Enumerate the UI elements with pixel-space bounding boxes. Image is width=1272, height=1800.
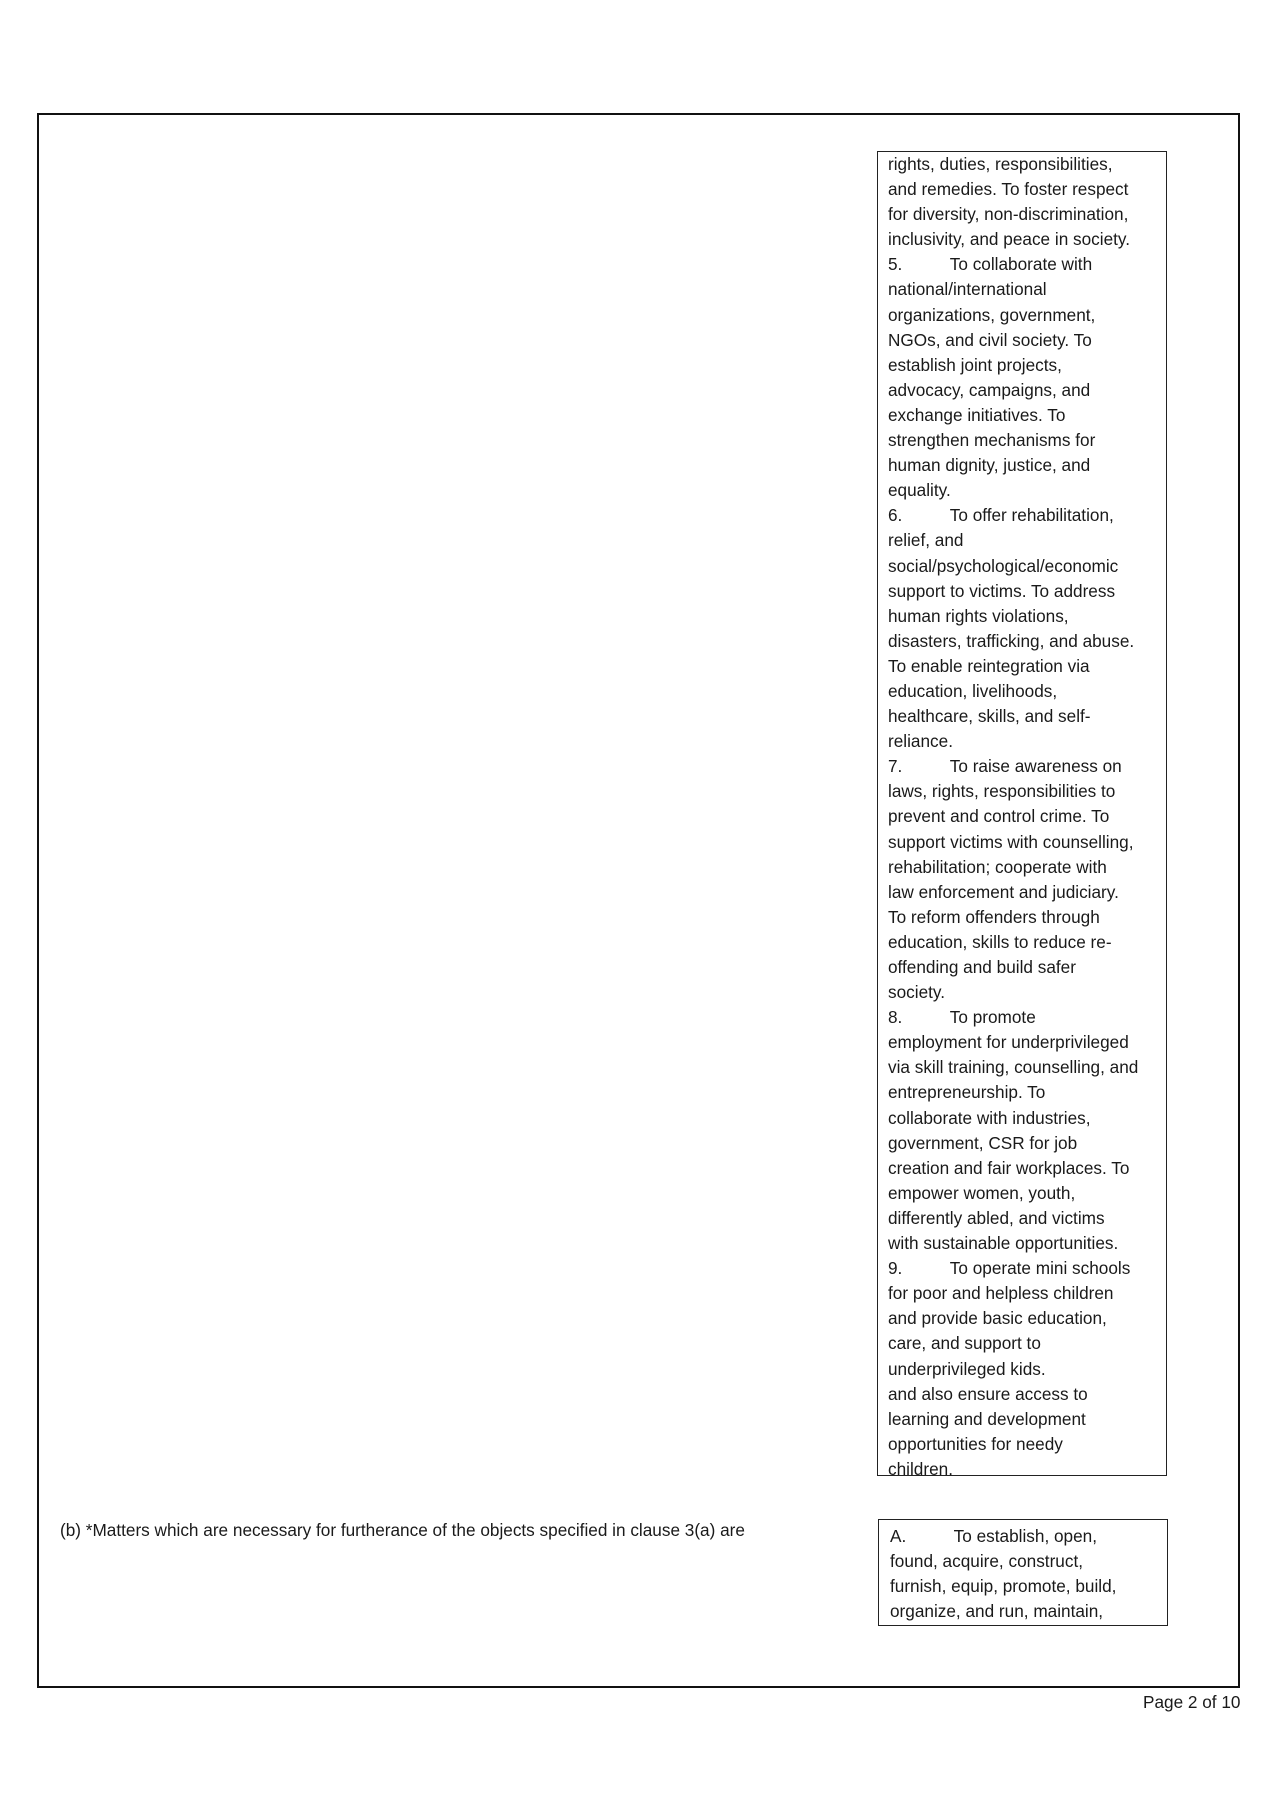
objects-text-line: and provide basic education, xyxy=(888,1308,1107,1329)
objects-text-line: opportunities for needy xyxy=(888,1433,1063,1454)
objects-text-line: exchange initiatives. To xyxy=(888,404,1066,425)
objects-text-line: 9. To operate mini schools xyxy=(888,1258,1131,1279)
objects-text-line: and remedies. To foster respect xyxy=(888,179,1129,200)
objects-text-line: employment for underprivileged xyxy=(888,1032,1129,1053)
objects-text-line: reliance. xyxy=(888,731,953,752)
matters-text-line: found, acquire, construct, xyxy=(890,1551,1083,1572)
objects-text-box xyxy=(877,151,1167,1479)
objects-text-line: relief, and xyxy=(888,530,964,551)
objects-text-line: 8. To promote xyxy=(888,1007,1036,1028)
objects-text-line: prevent and control crime. To xyxy=(888,806,1110,827)
objects-text-line: rights, duties, responsibilities, xyxy=(888,154,1113,174)
objects-text-line: support to victims. To address xyxy=(888,580,1116,601)
clause-b-label: (b) *Matters which are necessary for furtherance of the objects specified in clause 3(a) are xyxy=(60,1520,745,1540)
objects-text-line: creation and fair workplaces. To xyxy=(888,1157,1130,1178)
matters-text-line: A. To establish, open, xyxy=(890,1526,1098,1546)
objects-text-line: advocacy, campaigns, and xyxy=(888,379,1091,400)
objects-text-line: laws, rights, responsibilities to xyxy=(888,781,1116,802)
matters-text xyxy=(890,1524,1116,1624)
objects-text-line: and also ensure access to xyxy=(888,1383,1088,1404)
objects-text-line: underprivileged kids. xyxy=(888,1358,1046,1379)
objects-text-line: entrepreneurship. To xyxy=(888,1082,1046,1103)
objects-text-line: differently abled, and victims xyxy=(888,1207,1105,1228)
objects-text-line: establish joint projects, xyxy=(888,354,1062,375)
objects-text-line: with sustainable opportunities. xyxy=(888,1233,1119,1254)
objects-text-line: learning and development xyxy=(888,1408,1086,1429)
objects-text-line: social/psychological/economic xyxy=(888,555,1119,576)
objects-text-line: children. xyxy=(888,1458,953,1479)
objects-text-line: collaborate with industries, xyxy=(888,1107,1091,1128)
objects-text-line: education, skills to reduce re- xyxy=(888,931,1112,952)
objects-text-line: government, CSR for job xyxy=(888,1132,1078,1153)
objects-text-line: To enable reintegration via xyxy=(888,655,1090,676)
objects-text-line: for diversity, non-discrimination, xyxy=(888,204,1129,225)
objects-text-line: 7. To raise awareness on xyxy=(888,756,1122,777)
objects-text-line: 6. To offer rehabilitation, xyxy=(888,505,1114,526)
objects-text-line: 5. To collaborate with xyxy=(888,254,1093,275)
objects-text-line: care, and support to xyxy=(888,1333,1041,1354)
objects-text-line: offending and build safer xyxy=(888,957,1076,977)
objects-text-line: human dignity, justice, and xyxy=(888,455,1091,476)
objects-text-line: disasters, trafficking, and abuse. xyxy=(888,630,1135,651)
objects-text-line: healthcare, skills, and self- xyxy=(888,706,1091,727)
matters-text-line: furnish, equip, promote, build, xyxy=(890,1576,1117,1597)
objects-text-line: human rights violations, xyxy=(888,605,1069,626)
objects-text-line: national/international xyxy=(888,279,1047,300)
objects-text-line: NGOs, and civil society. To xyxy=(888,329,1092,350)
objects-text-line: support victims with counselling, xyxy=(888,831,1134,852)
objects-text-line: inclusivity, and peace in society. xyxy=(888,229,1131,250)
objects-text-line: education, livelihoods, xyxy=(888,680,1058,701)
objects-text-line: via skill training, counselling, and xyxy=(888,1057,1139,1078)
objects-text xyxy=(888,152,1178,1482)
objects-text-line: strengthen mechanisms for xyxy=(888,430,1096,451)
objects-text-line: To reform offenders through xyxy=(888,906,1100,927)
objects-text-line: equality. xyxy=(888,480,951,501)
objects-text-line: organizations, government, xyxy=(888,304,1096,325)
matters-text-box xyxy=(878,1519,1168,1626)
objects-text-line: for poor and helpless children xyxy=(888,1283,1114,1304)
objects-text-line: empower women, youth, xyxy=(888,1182,1076,1203)
page-number: Page 2 of 10 xyxy=(1143,1692,1241,1712)
objects-text-line: society. xyxy=(888,982,945,1003)
objects-text-line: law enforcement and judiciary. xyxy=(888,881,1119,902)
matters-text-line: organize, and run, maintain, xyxy=(890,1601,1104,1622)
objects-text-line: rehabilitation; cooperate with xyxy=(888,856,1107,877)
